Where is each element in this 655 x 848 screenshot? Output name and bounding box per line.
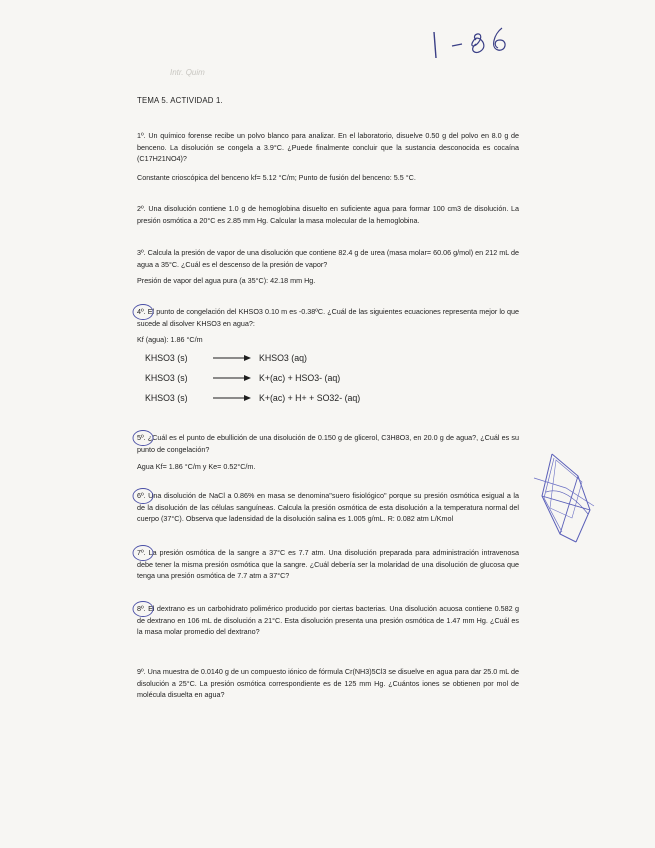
problem-number: 6º.	[137, 491, 146, 500]
problem-text: El punto de congelación del KHSO3 0.10 m es -0.38ºC. ¿Cuál de las siguientes ecuaciones representa mejor lo que sucede al disolver KHSO3 en agua?:	[137, 307, 520, 328]
equation-1	[145, 353, 307, 363]
problem-text: Una disolución de NaCl a 0.86% en masa se denomina"suero fisiológico" porque su presión osmótica esigual a la de la disolución de las células sanguíneas. Calcula la presión osmótica de esta disolución a la temperatura normal del cuerpo (37°C). Observa que ladensidad de la disolución salina es 1.005 g/mL. R: 0.082 atm L/Kmol	[137, 491, 519, 523]
problem-number: 9º.	[137, 667, 146, 676]
equation-3	[145, 393, 360, 403]
problem-text: Un químico forense recibe un polvo blanco para analizar. En el laboratorio, disuelve 0.50 g del polvo en 8.0 g de benceno. La disolución se congela a 3.9°C. ¿Puede finalmente concluir que la sustancia desconocida es cocaína (C17H21NO4)?	[137, 131, 520, 163]
equation-reactant: KHSO3 (s)	[145, 373, 188, 383]
problem-text: La presión osmótica de la sangre a 37°C es 7.7 atm. Una disolución preparada para administración intravenosa debe tener la misma presión osmótica que la sangre. ¿Cuál debería ser la molaridad de una disolución de glucosa que tenga una presión osmótica de 7.7 atm a 37°C?	[137, 548, 520, 580]
arrow-right-icon	[211, 393, 253, 403]
problem-number: 5º.	[137, 433, 146, 442]
problem-data: Presión de vapor del agua pura (a 35°C): 42.18 mm Hg.	[137, 276, 316, 285]
faint-stamp: Intr. Quim	[170, 68, 205, 77]
problem-data: Kf (agua): 1.86 °C/m	[137, 335, 203, 344]
problem-text: Una muestra de 0.0140 g de un compuesto iónico de fórmula Cr(NH3)5Cl3 se disuelve en agua para dar 25.0 mL de disolución a 25°C. La presión osmótica correspondiente es de 125 mm Hg. ¿Cuántos iones se obtienen por mol de molécula disuelta en agua?	[137, 667, 520, 699]
problem-data: Constante crioscópica del benceno kf= 5.12 °C/m; Punto de fusión del benceno: 5.5 °C.	[137, 172, 416, 182]
problem-number: 2º.	[137, 204, 146, 213]
pen-scribble	[532, 448, 602, 548]
equation-product: K+(ac) + HSO3- (aq)	[259, 373, 341, 383]
problem-1	[137, 130, 519, 183]
problem-5	[137, 432, 519, 473]
problem-number: 1º.	[137, 131, 146, 140]
page-title: TEMA 5. ACTIVIDAD 1.	[137, 96, 223, 105]
handwritten-page-note	[418, 18, 528, 60]
equation-reactant: KHSO3 (s)	[145, 353, 188, 363]
equation-reactant: KHSO3 (s)	[145, 393, 188, 403]
problem-data: Agua Kf= 1.86 °C/m y Ke= 0.52°C/m.	[137, 462, 256, 471]
problem-text: ¿Cuál es el punto de ebullición de una disolución de 0.150 g de glicerol, C3H8O3, en 20.0 g de agua?, ¿Cuál es su punto de congelación?	[137, 433, 519, 454]
problem-8	[137, 603, 519, 638]
problem-9	[137, 666, 519, 701]
problem-text: Calcula la presión de vapor de una disolución que contiene 82.4 g de urea (masa molar= 60.06 g/mol) en 212 mL de agua a 35°C. ¿Cuál es el descenso de la presión de vapor?	[137, 248, 519, 269]
problem-text: Una disolución contiene 1.0 g de hemoglobina disuelto en suficiente agua para formar 100 cm3 de disolución. La presión osmótica a 20°C es 2.85 mm Hg. Calcular la masa molecular de la hemoglobina.	[137, 204, 520, 225]
problem-7	[137, 547, 519, 582]
problem-number: 3º.	[137, 248, 146, 257]
arrow-right-icon	[211, 373, 253, 383]
problem-number: 7º.	[137, 548, 146, 557]
problem-3	[137, 247, 519, 287]
problem-number: 4º.	[137, 307, 146, 316]
equation-product: K+(ac) + H+ + SO32- (aq)	[259, 393, 361, 403]
equation-product: KHSO3 (aq)	[259, 353, 307, 363]
problem-text: El dextrano es un carbohidrato polimérico producido por ciertas bacterias. Una disolución acuosa contiene 0.582 g de dextrano en 106 mL de disolución a 21°C. Esta disolución presenta una presión osmótica de 1.47 mm Hg. ¿Cuál es la masa molar promedio del dextrano?	[137, 604, 519, 636]
arrow-right-icon	[211, 353, 253, 363]
problem-4	[137, 306, 519, 346]
equation-2	[145, 373, 340, 383]
problem-2	[137, 203, 519, 226]
problem-6	[137, 490, 519, 525]
problem-number: 8º.	[137, 604, 146, 613]
